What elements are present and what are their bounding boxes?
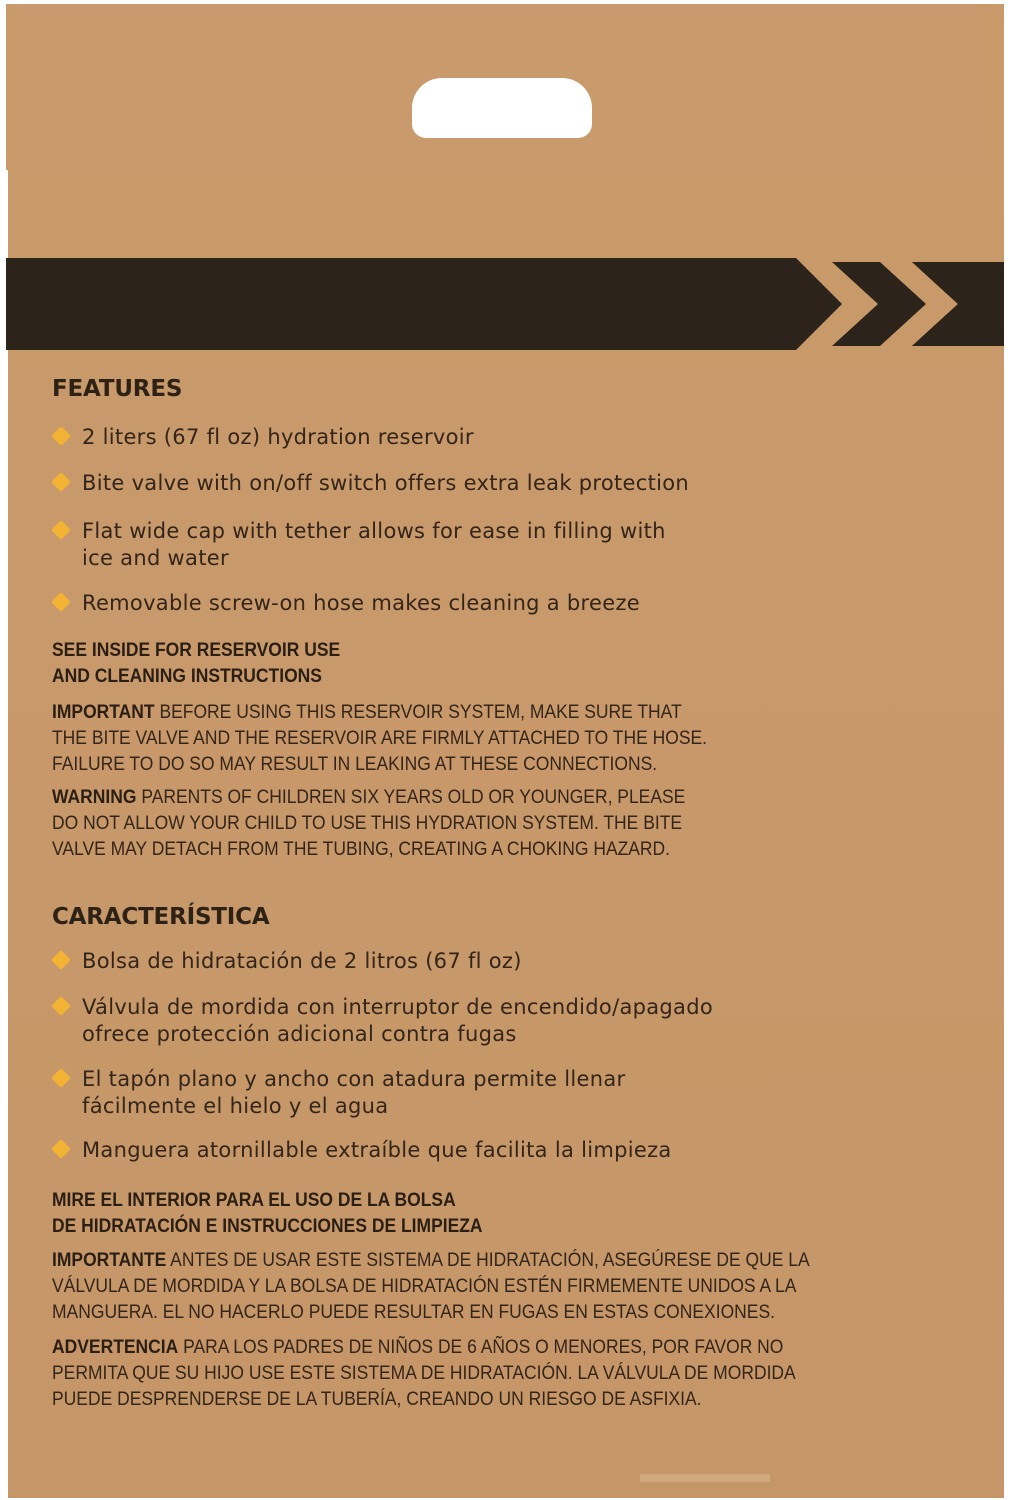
feature-item: Bolsa de hidratación de 2 litros (67 fl oz) [52, 948, 522, 975]
feature-item: 2 liters (67 fl oz) hydration reservoir [52, 424, 474, 451]
feature-item: Removable screw-on hose makes cleaning a breeze [52, 590, 640, 617]
feature-item: Manguera atornillable extraíble que facilita la limpieza [52, 1137, 672, 1164]
important-note: IMPORTANTE ANTES DE USAR ESTE SISTEMA DE HIDRATACIÓN, ASEGÚRESE DE QUE LA VÁLVULA DE MORDIDA Y LA BOLSA DE HIDRATACIÓN ESTÉN FIRMEMENTE UNIDOS A LA MANGUERA. EL NO HACERLO PUEDE RESULTAR EN FUGAS EN ESTAS CONEXIONES. [52, 1250, 810, 1323]
left-edge [0, 170, 8, 1500]
features-heading: FEATURES [52, 376, 183, 402]
bullet-icon [51, 950, 71, 970]
bullet-icon [51, 1068, 71, 1088]
bullet-icon [51, 592, 71, 612]
bullet-icon [51, 472, 71, 492]
hang-hole [412, 78, 592, 138]
caracteristica-heading: CARACTERÍSTICA [52, 904, 270, 930]
important-note: IMPORTANT BEFORE USING THIS RESERVOIR SYSTEM, MAKE SURE THAT THE BITE VALVE AND THE RESERVOIR ARE FIRMLY ATTACHED TO THE HOSE. FAILURE TO DO SO MAY RESULT IN LEAKING AT THESE CONNECTIONS. [52, 702, 708, 775]
warning-note: WARNING PARENTS OF CHILDREN SIX YEARS OLD OR YOUNGER, PLEASE DO NOT ALLOW YOUR CHILD TO USE THIS HYDRATION SYSTEM. THE BITE VALVE MAY DETACH FROM THE TUBING, CREATING A CHOKING HAZARD. [52, 787, 686, 860]
chevron-arrow-icon [832, 262, 926, 346]
feature-item: Bite valve with on/off switch offers extra leak protection [52, 470, 689, 497]
bullet-icon [51, 1139, 71, 1159]
feature-item: Flat wide cap with tether allows for ease in filling with ice and water [52, 518, 666, 572]
chevron-stripe [6, 258, 1004, 350]
feature-item: Válvula de mordida con interruptor de encendido/apagado ofrece protección adicional contra fugas [52, 994, 713, 1048]
stripe-bar [6, 258, 842, 350]
bullet-icon [51, 996, 71, 1016]
warning-note: ADVERTENCIA PARA LOS PADRES DE NIÑOS DE 6 AÑOS O MENORES, POR FAVOR NO PERMITA QUE SU HIJO USE ESTE SISTEMA DE HIDRATACIÓN. LA VÁLVULA DE MORDIDA PUEDE DESPRENDERSE DE LA TUBERÍA, CREANDO UN RIESGO DE ASFIXIA. [52, 1337, 796, 1410]
bullet-icon [51, 520, 71, 540]
bottom-tab [640, 1474, 770, 1482]
see-inside-note: MIRE EL INTERIOR PARA EL USO DE LA BOLSA DE HIDRATACIÓN E INSTRUCCIONES DE LIMPIEZA [52, 1190, 483, 1237]
feature-item: El tapón plano y ancho con atadura permite llenar fácilmente el hielo y el agua [52, 1066, 625, 1120]
bullet-icon [51, 426, 71, 446]
see-inside-note: SEE INSIDE FOR RESERVOIR USE AND CLEANING INSTRUCTIONS [52, 640, 341, 687]
